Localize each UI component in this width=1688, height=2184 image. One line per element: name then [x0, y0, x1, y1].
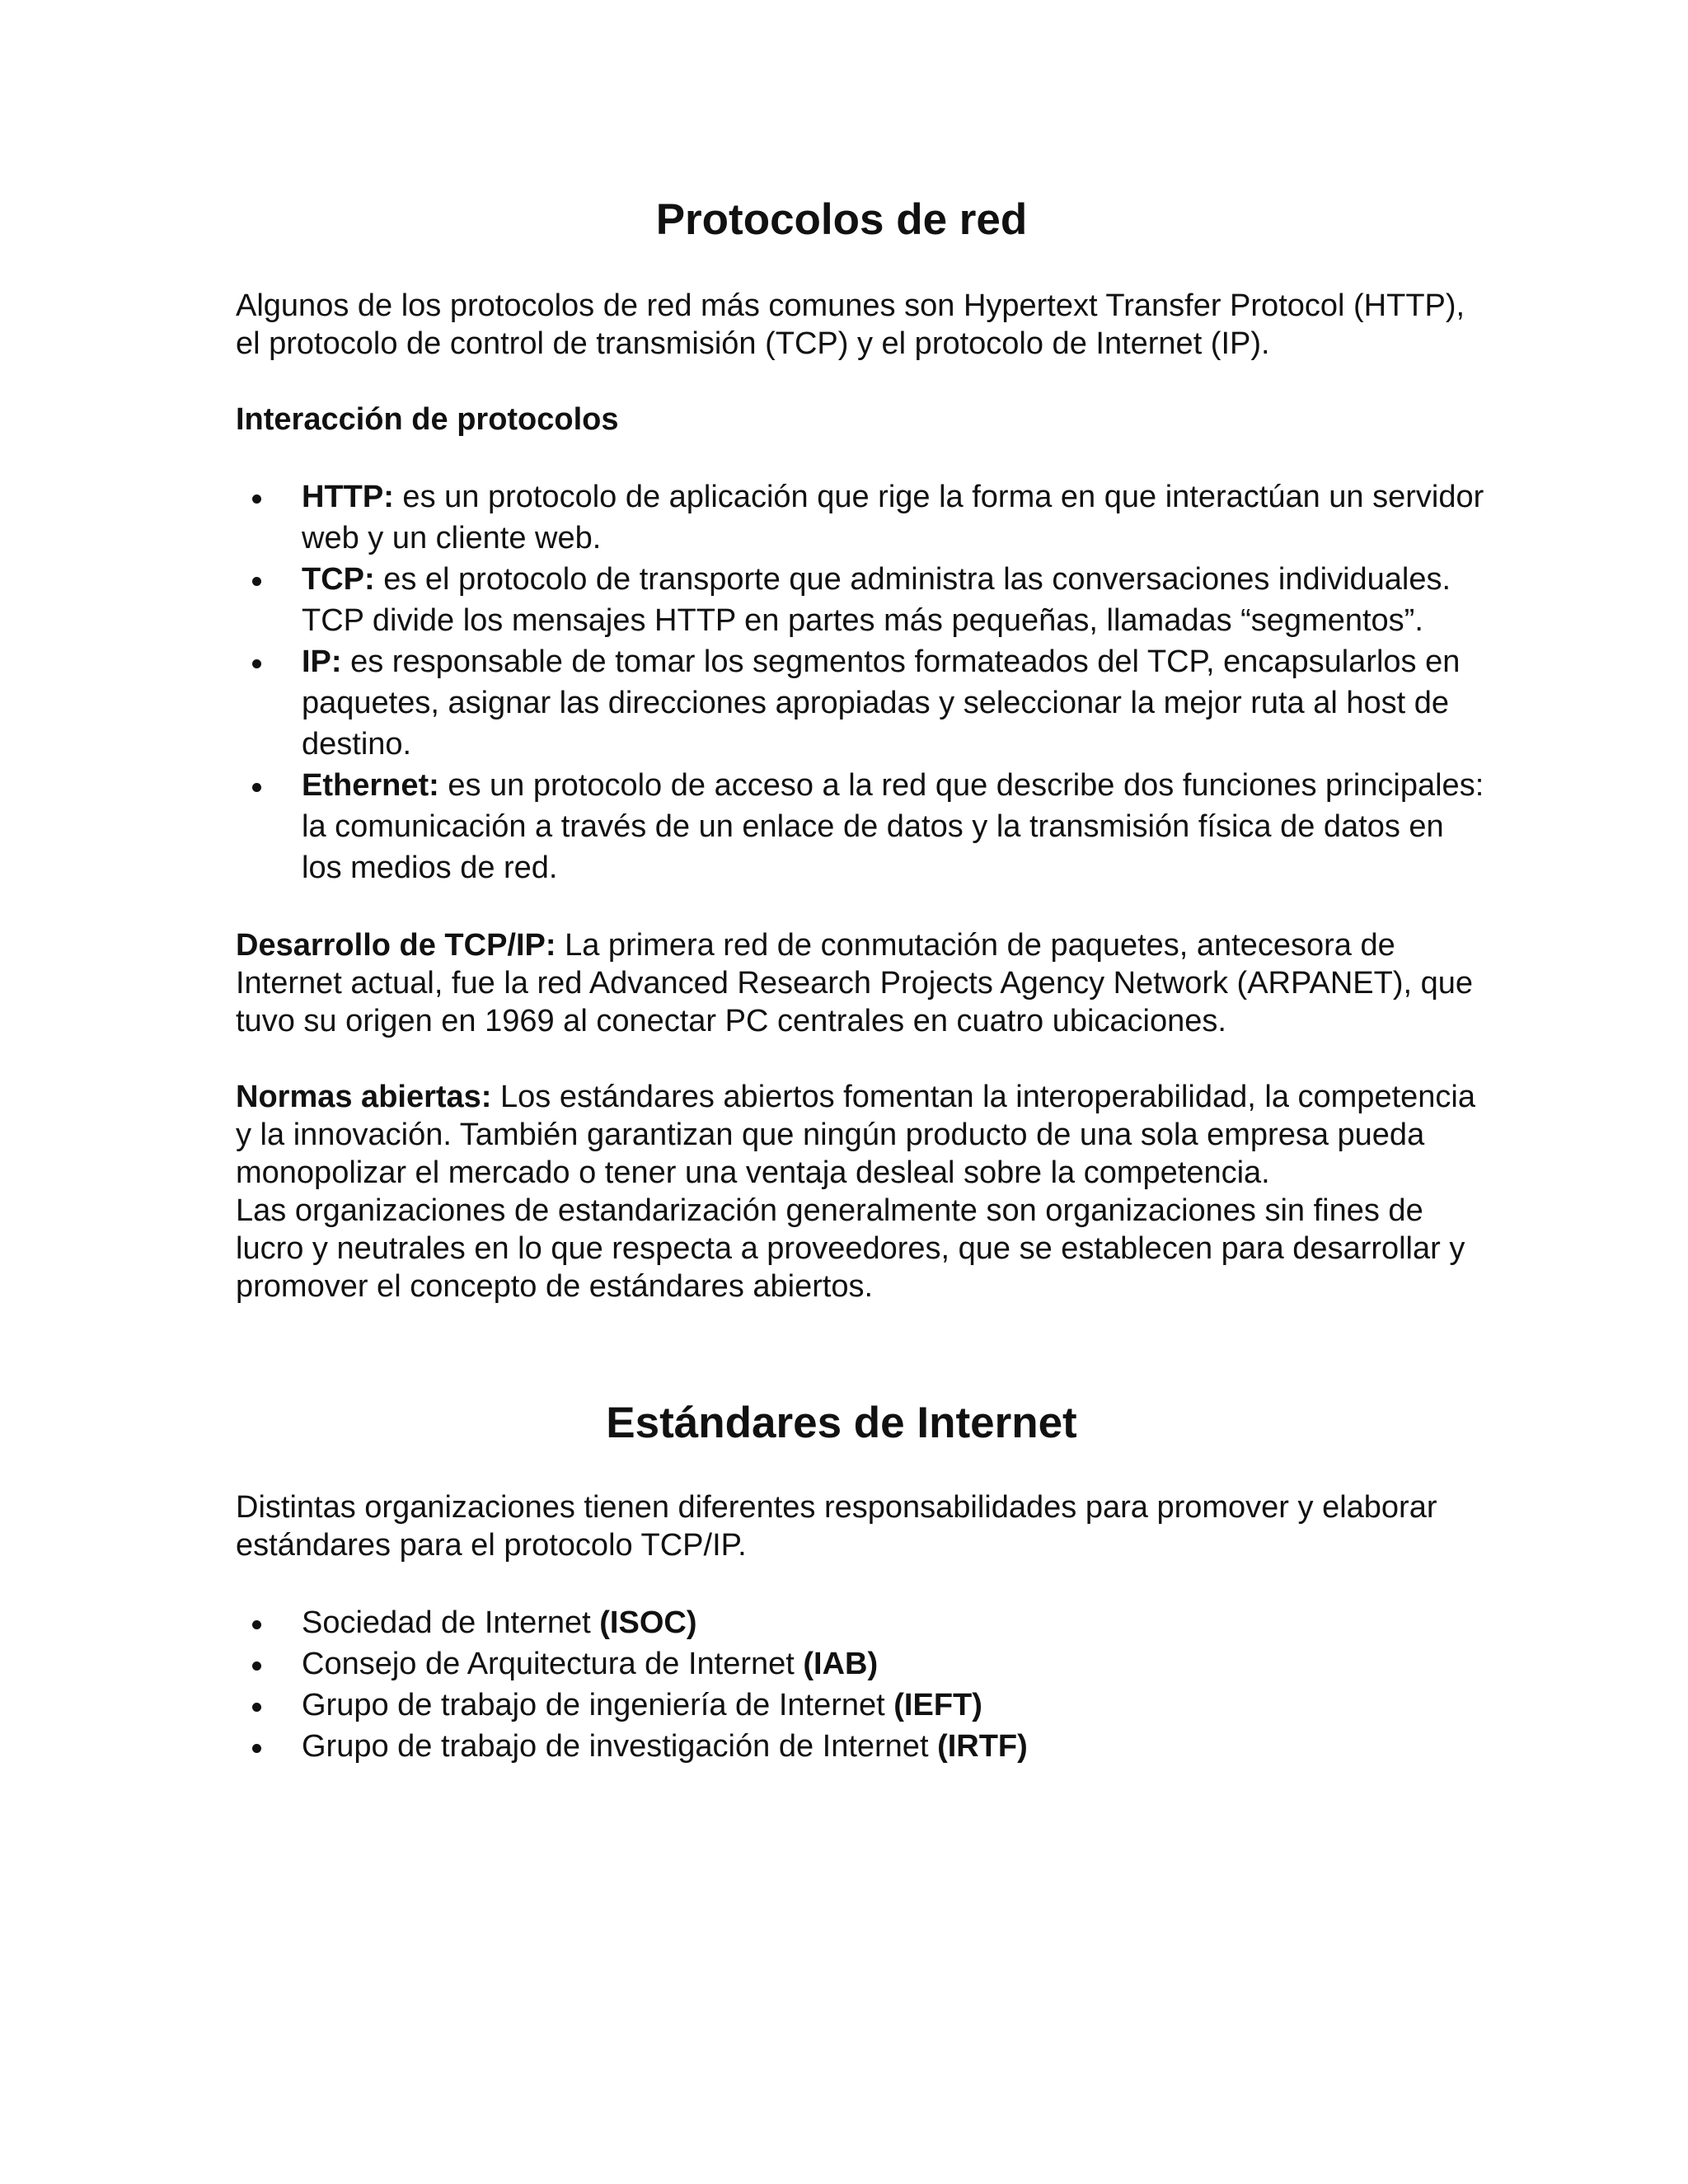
org-abbr-iab: (IAB) — [803, 1647, 879, 1681]
org-name-ieft: Grupo de trabajo de ingeniería de Internet — [302, 1688, 894, 1722]
term-tcp: TCP: — [302, 562, 375, 597]
organizations-list — [236, 1602, 1489, 1767]
bullet-icon — [252, 1703, 261, 1712]
org-abbr-ieft: (IEFT) — [893, 1688, 982, 1722]
organizations-paragraph: Las organizaciones de estandarización generalmente son organizaciones sin fines de lucro y neutrales en lo que respecta a proveedores, que se establecen para desarrollar y promover el concepto de estándares abiertos. — [236, 1193, 1465, 1304]
org-abbr-isoc: (ISOC) — [599, 1605, 697, 1640]
list-item-tcp — [236, 559, 1489, 641]
section-title-estandares: Estándares de Internet — [606, 1399, 1077, 1447]
list-item-ieft — [236, 1685, 1489, 1726]
org-name-iab: Consejo de Arquitectura de Internet — [302, 1647, 804, 1681]
term-http: HTTP: — [302, 480, 394, 514]
org-name-isoc: Sociedad de Internet — [302, 1605, 600, 1640]
term-development: Desarrollo de TCP/IP: — [236, 928, 556, 963]
list-item-irtf — [236, 1726, 1489, 1767]
term-open-standards: Normas abiertas: — [236, 1080, 492, 1114]
bullet-icon — [252, 783, 261, 792]
list-item-iab — [236, 1643, 1489, 1685]
bullet-icon — [252, 1661, 261, 1671]
org-abbr-irtf: (IRTF) — [937, 1729, 1028, 1764]
bullet-icon — [252, 1744, 261, 1753]
term-ip: IP: — [302, 644, 342, 679]
open-standards-paragraph — [236, 1078, 1489, 1192]
bullet-icon — [252, 494, 261, 504]
bullet-icon — [252, 659, 261, 668]
desc-tcp: es el protocolo de transporte que administra las conversaciones individuales. TCP divide los mensajes HTTP en partes más pequeñas, llamadas “segmentos”. — [302, 562, 1451, 638]
subheading-interaccion: Interacción de protocolos — [236, 402, 619, 437]
open-standards-text: Los estándares abiertos fomentan la interoperabilidad, la competencia y la innovación. También garantizan que ningún producto de una sola empresa pueda monopolizar el mercado o tener una ventaja desleal sobre la competencia. — [236, 1080, 1475, 1190]
list-item-isoc — [236, 1602, 1489, 1643]
standards-intro-paragraph: Distintas organizaciones tienen diferentes responsabilidades para promover y elaborar estándares para el protocolo TCP/IP. — [236, 1490, 1437, 1563]
protocol-list — [236, 476, 1489, 888]
bullet-icon — [252, 1620, 261, 1629]
desc-ethernet: es un protocolo de acceso a la red que describe dos funciones principales: la comunicación a través de un enlace de datos y la transmisión física de datos en los medios de red. — [302, 768, 1484, 885]
list-item-ip — [236, 641, 1489, 765]
term-ethernet: Ethernet: — [302, 768, 439, 803]
list-item-ethernet — [236, 765, 1489, 888]
development-text: La primera red de conmutación de paquetes, antecesora de Internet actual, fue la red Advanced Research Projects Agency Network (ARPANET), que tuvo su origen en 1969 al conectar PC centrales en cuatro ubicaciones. — [236, 928, 1474, 1038]
list-item-http — [236, 476, 1489, 559]
org-name-irtf: Grupo de trabajo de investigación de Internet — [302, 1729, 938, 1764]
bullet-icon — [252, 577, 261, 586]
desc-http: es un protocolo de aplicación que rige la forma en que interactúan un servidor web y un cliente web. — [302, 480, 1484, 555]
document-content — [236, 191, 1489, 1767]
intro-paragraph: Algunos de los protocolos de red más comunes son Hypertext Transfer Protocol (HTTP), el protocolo de control de transmisión (TCP) y el protocolo de Internet (IP). — [236, 288, 1465, 361]
desc-ip: es responsable de tomar los segmentos formateados del TCP, encapsularlos en paquetes, asignar las direcciones apropiadas y seleccionar la mejor ruta al host de destino. — [302, 644, 1461, 762]
development-paragraph — [236, 926, 1489, 1040]
section-title-protocolos: Protocolos de red — [655, 195, 1028, 244]
